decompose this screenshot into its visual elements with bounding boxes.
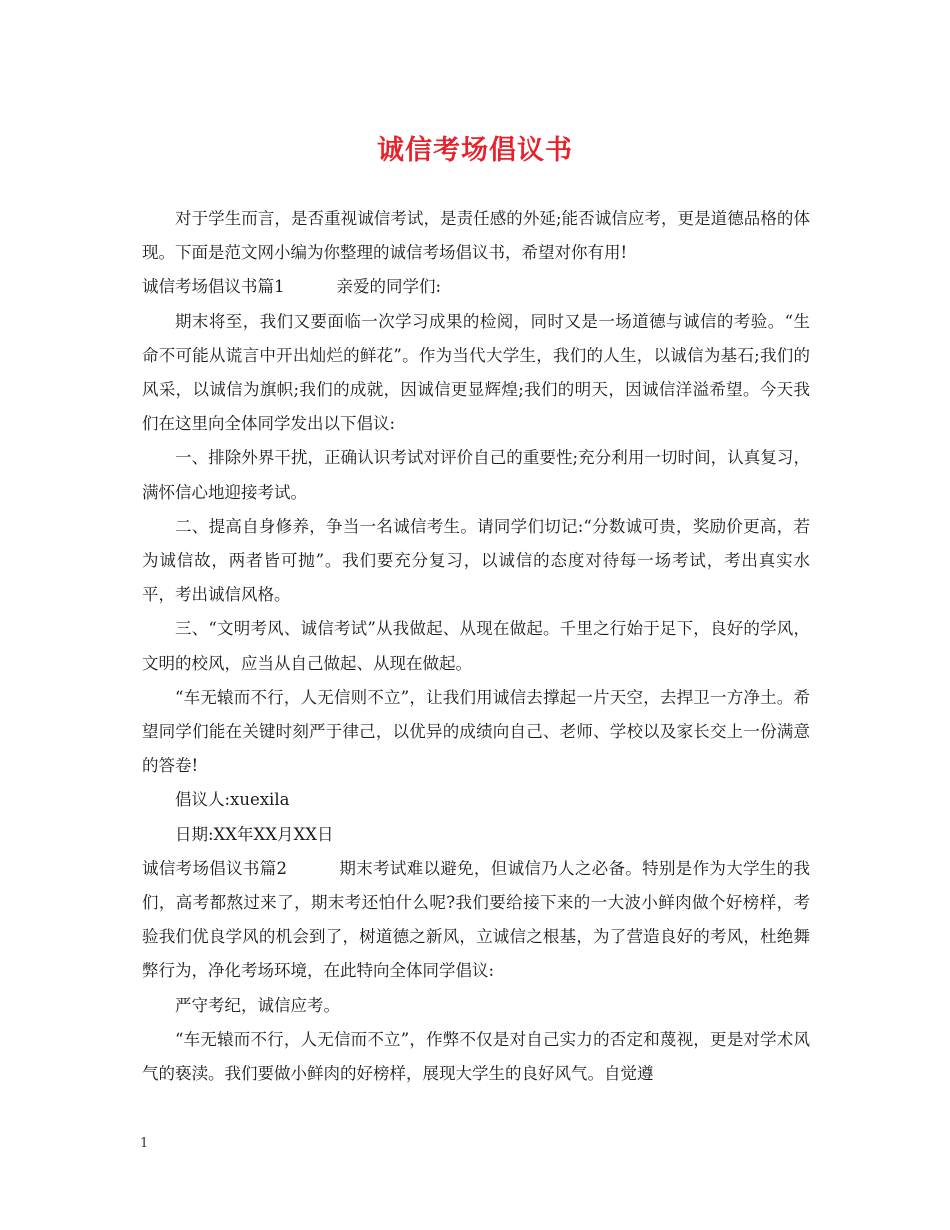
section-2-heading: 诚信考场倡议书篇2 [142, 858, 288, 878]
section-2-paragraph-2: 严守考纪，诚信应考。 [175, 995, 340, 1015]
document-body [142, 202, 810, 1091]
section-1-signer: 倡议人:xuexila [175, 790, 290, 810]
document-title: 诚信考场倡议书 [377, 135, 573, 166]
section-1-heading-line [142, 270, 810, 304]
section-1-heading: 诚信考场倡议书篇1 [142, 277, 285, 297]
section-1-date: 日期:XX年XX月XX日 [175, 824, 334, 844]
section-1-paragraph-1: 期末将至，我们又要面临一次学习成果的检阅，同时又是一场道德与诚信的考验。“生命不可能从谎言中开出灿烂的鲜花”。作为当代大学生，我们的人生，以诚信为基石;我们的风采，以诚信为旗帜;我们的成就，因诚信更显辉煌;我们的明天，因诚信洋溢希望。今天我们在这里向全体同学发出以下倡议: [142, 311, 810, 434]
section-2-paragraph-1 [142, 852, 810, 989]
section-1-paragraph-3: 二、提高自身修养，争当一名诚信考生。请同学们切记:“分数诚可贵，奖励价更高，若为诚信故，两者皆可抛”。我们要充分复习，以诚信的态度对待每一场考试，考出真实水平，考出诚信风格。 [142, 516, 810, 605]
section-1-paragraph-5: “车无辕而不行，人无信则不立”，让我们用诚信去撑起一片天空，去捍卫一方净土。希望同学们能在关键时刻严于律己，以优异的成绩向自己、老师、学校以及家长交上一份满意的答卷! [142, 687, 810, 776]
intro-paragraph: 对于学生而言，是否重视诚信考试，是责任感的外延;能否诚信应考，更是道德品格的体现。下面是范文网小编为你整理的诚信考场倡议书，希望对你有用! [142, 209, 810, 263]
section-1-greeting: 亲爱的同学们: [336, 277, 442, 297]
section-1-paragraph-2: 一、排除外界干扰，正确认识考试对评价自己的重要性;充分利用一切时间，认真复习，满怀信心地迎接考试。 [142, 448, 810, 502]
section-2-intro-text: 期末考试难以避免，但诚信乃人之必备。特别是作为大学生的我们，高考都熬过来了，期末考还怕什么呢?我们要给接下来的一大波小鲜肉做个好榜样，考验我们优良学风的机会到了，树道德之新风，立诚信之根基，为了营造良好的考风，杜绝舞弊行为，净化考场环境，在此特向全体同学倡议: [142, 858, 811, 981]
section-2-paragraph-3: “车无辕而不行，人无信而不立”，作弊不仅是对自己实力的否定和蔑视，更是对学术风气的亵渎。我们要做小鲜肉的好榜样，展现大学生的良好风气。自觉遵 [142, 1029, 810, 1084]
page-number: 1 [140, 1136, 149, 1151]
section-1-paragraph-4: 三、“文明考风、诚信考试”从我做起、从现在做起。千里之行始于足下，良好的学风，文明的校风，应当从自己做起、从现在做起。 [142, 619, 810, 673]
